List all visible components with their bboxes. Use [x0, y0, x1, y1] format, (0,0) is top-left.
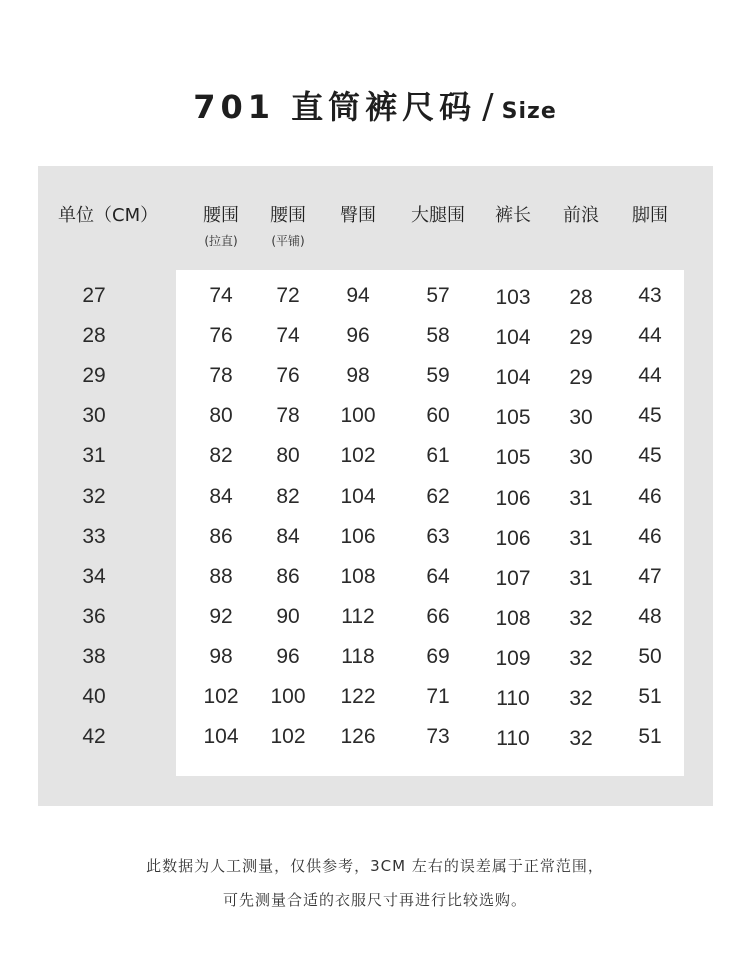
table-cell: 104 [203, 725, 239, 749]
table-cell: 73 [426, 725, 450, 749]
size-label-cell: 30 [82, 404, 106, 428]
table-cell: 45 [638, 404, 662, 428]
table-cell: 74 [276, 324, 300, 348]
table-cell: 84 [209, 484, 233, 508]
size-label-cell: 36 [82, 604, 106, 628]
table-cell: 102 [203, 685, 239, 708]
table-cell: 76 [276, 364, 300, 388]
table-cell: 110 [496, 687, 530, 710]
table-cell: 103 [495, 286, 531, 309]
header-waist-straight-subtitle: (拉直) [204, 234, 238, 248]
table-cell: 109 [495, 646, 531, 670]
table-cell: 108 [495, 606, 531, 630]
table-cell: 98 [209, 644, 233, 668]
table-cell: 122 [340, 685, 376, 708]
title-english: Size [501, 99, 557, 124]
header-thigh: 大腿围 [411, 205, 465, 226]
table-cell: 76 [209, 324, 233, 348]
table-cell: 44 [638, 324, 662, 348]
table-cell: 112 [341, 604, 375, 628]
table-cell: 86 [209, 524, 233, 548]
table-cell: 32 [569, 727, 593, 751]
table-cell: 28 [569, 286, 593, 309]
table-cell: 106 [340, 524, 376, 548]
table-cell: 30 [569, 446, 593, 470]
table-cell: 43 [638, 284, 662, 307]
table-cell: 29 [569, 326, 593, 350]
table-cell: 32 [569, 646, 593, 670]
table-cell: 64 [426, 564, 450, 588]
size-label-cell: 28 [82, 324, 106, 348]
table-cell: 69 [426, 644, 450, 668]
header-waist-flat: 腰围 [270, 205, 306, 226]
table-cell: 71 [426, 685, 450, 708]
header-front-rise: 前浪 [563, 205, 599, 226]
table-cell: 45 [638, 444, 662, 468]
table-cell: 51 [638, 685, 662, 708]
table-cell: 59 [426, 364, 450, 388]
table-cell: 31 [569, 486, 593, 510]
table-cell: 102 [340, 444, 376, 468]
measurement-note-line-2: 可先测量合适的衣服尺寸再进行比较选购。 [222, 891, 527, 909]
size-label-cell: 42 [82, 725, 106, 749]
title-main: 701 直筒裤尺码 [193, 88, 477, 126]
header-waist-straight: 腰围 [203, 205, 239, 226]
table-cell: 31 [569, 526, 593, 550]
table-cell: 32 [569, 687, 593, 710]
table-cell: 105 [495, 406, 531, 430]
table-cell: 29 [569, 366, 593, 390]
table-cell: 46 [638, 484, 662, 508]
table-cell: 126 [340, 725, 376, 749]
table-cell: 80 [276, 444, 300, 468]
table-cell: 32 [569, 606, 593, 630]
table-cell: 82 [276, 484, 300, 508]
header-waist-flat-subtitle: (平铺) [271, 234, 305, 248]
table-cell: 30 [569, 406, 593, 430]
table-cell: 80 [209, 404, 233, 428]
table-cell: 46 [638, 524, 662, 548]
header-length: 裤长 [495, 205, 531, 226]
table-cell: 48 [638, 604, 662, 628]
table-cell: 58 [426, 324, 450, 348]
table-cell: 44 [638, 364, 662, 388]
header-unit: 单位（CM） [58, 205, 159, 226]
table-cell: 104 [340, 484, 376, 508]
table-cell: 60 [426, 404, 450, 428]
table-cell: 110 [496, 727, 530, 751]
table-cell: 84 [276, 524, 300, 548]
table-cell: 106 [495, 526, 531, 550]
page-title [0, 82, 750, 128]
table-cell: 104 [495, 326, 531, 350]
table-cell: 78 [276, 404, 300, 428]
table-cell: 98 [346, 364, 370, 388]
size-label-cell: 32 [82, 484, 106, 508]
table-cell: 88 [209, 564, 233, 588]
table-cell: 100 [340, 404, 376, 428]
table-cell: 100 [270, 685, 306, 708]
table-cell: 62 [426, 484, 450, 508]
size-label-cell: 33 [82, 524, 106, 548]
table-cell: 61 [426, 444, 450, 468]
table-cell: 72 [276, 284, 300, 307]
table-cell: 50 [638, 644, 662, 668]
table-cell: 108 [340, 564, 376, 588]
table-cell: 102 [270, 725, 306, 749]
table-cell: 96 [346, 324, 370, 348]
size-label-cell: 31 [82, 444, 106, 468]
table-cell: 90 [276, 604, 300, 628]
size-label-cell: 27 [82, 284, 106, 307]
table-cell: 31 [569, 566, 593, 590]
size-label-cell: 40 [82, 685, 106, 708]
table-cell: 92 [209, 604, 233, 628]
table-cell: 74 [209, 284, 233, 307]
table-cell: 63 [426, 524, 450, 548]
table-cell: 106 [495, 486, 531, 510]
size-label-cell: 38 [82, 644, 106, 668]
table-cell: 82 [209, 444, 233, 468]
table-cell: 51 [638, 725, 662, 749]
table-cell: 78 [209, 364, 233, 388]
table-cell: 105 [495, 446, 531, 470]
measurement-note-line-1: 此数据为人工测量，仅供参考，3CM 左右的误差属于正常范围， [146, 857, 604, 875]
header-leg-opening: 脚围 [632, 205, 668, 226]
header-hip: 臀围 [340, 205, 376, 226]
table-cell: 96 [276, 644, 300, 668]
table-cell: 107 [495, 566, 531, 590]
table-cell: 47 [638, 564, 662, 588]
table-cell: 104 [495, 366, 531, 390]
size-label-cell: 34 [82, 564, 106, 588]
title-slash: / [482, 87, 494, 127]
table-cell: 57 [426, 284, 450, 307]
table-cell: 118 [341, 644, 375, 668]
size-label-cell: 29 [82, 364, 106, 388]
table-cell: 86 [276, 564, 300, 588]
table-cell: 94 [346, 284, 370, 307]
table-cell: 66 [426, 604, 450, 628]
